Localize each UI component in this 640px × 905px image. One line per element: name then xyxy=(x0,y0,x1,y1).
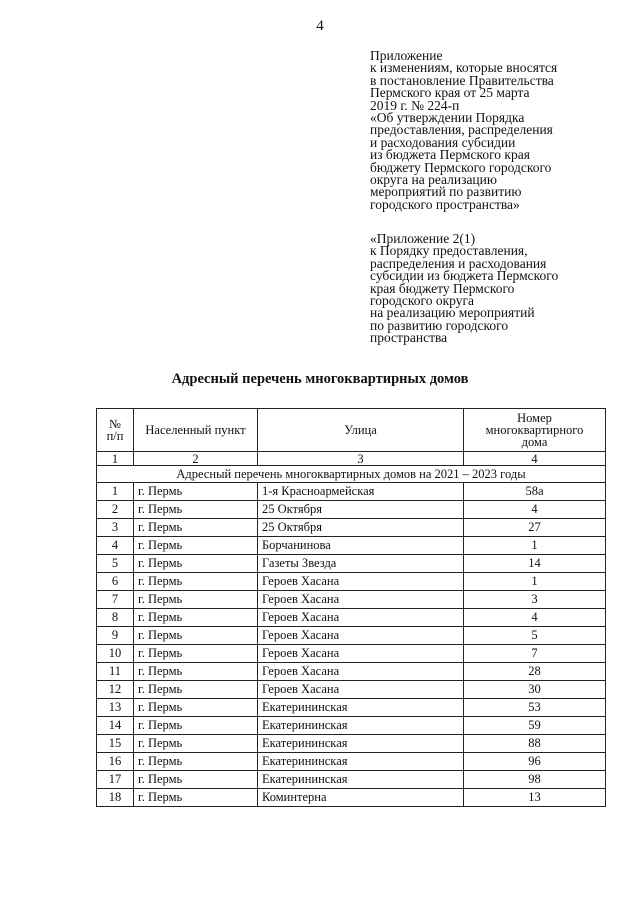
appendix-note-line: городского пространства» xyxy=(370,196,520,212)
row-house: 88 xyxy=(464,735,606,753)
appendix-note-line: бюджету Пермского городского xyxy=(370,159,552,175)
row-number: 16 xyxy=(97,753,134,771)
row-street: Борчанинова xyxy=(258,537,464,555)
row-street: Газеты Звезда xyxy=(258,555,464,573)
appendix-note-line: округа на реализацию xyxy=(370,172,497,188)
appendix-note-line: из бюджета Пермского края xyxy=(370,147,530,163)
table-row xyxy=(97,483,606,501)
row-city: г. Пермь xyxy=(134,519,258,537)
header-house-line: Номер xyxy=(517,411,552,425)
table-header-row xyxy=(97,409,606,452)
row-city: г. Пермь xyxy=(134,627,258,645)
row-city: г. Пермь xyxy=(134,789,258,807)
row-street: Коминтерна xyxy=(258,789,464,807)
row-city: г. Пермь xyxy=(134,501,258,519)
row-house: 4 xyxy=(464,609,606,627)
header-number-line: п/п xyxy=(106,429,124,443)
page-number: 4 xyxy=(316,18,324,34)
row-house: 98 xyxy=(464,771,606,789)
row-city: г. Пермь xyxy=(134,663,258,681)
header-house xyxy=(464,409,606,452)
row-house: 3 xyxy=(464,591,606,609)
row-house: 53 xyxy=(464,699,606,717)
header-city: Населенный пункт xyxy=(134,409,258,452)
row-city: г. Пермь xyxy=(134,753,258,771)
header-house-line: многоквартирного xyxy=(485,423,584,437)
row-house: 1 xyxy=(464,573,606,591)
appendix-2-note-line: по развитию городского xyxy=(370,317,509,333)
appendix-2-note-line: городского округа xyxy=(370,293,475,309)
appendix-note-line: к изменениям, которые вносятся xyxy=(370,60,558,76)
row-number: 10 xyxy=(97,645,134,663)
row-number: 8 xyxy=(97,609,134,627)
row-number: 6 xyxy=(97,573,134,591)
row-number: 3 xyxy=(97,519,134,537)
appendix-2-note-line: края бюджету Пермского xyxy=(370,280,515,296)
row-street: Героев Хасана xyxy=(258,609,464,627)
header-house-line: дома xyxy=(521,435,548,449)
column-number: 4 xyxy=(464,452,606,466)
table-row xyxy=(97,735,606,753)
row-city: г. Пермь xyxy=(134,591,258,609)
row-house: 96 xyxy=(464,753,606,771)
row-number: 4 xyxy=(97,537,134,555)
table-row xyxy=(97,663,606,681)
row-street: 25 Октября xyxy=(258,501,464,519)
column-number: 2 xyxy=(134,452,258,466)
appendix-2-note-line: на реализацию мероприятий xyxy=(370,305,535,321)
row-street: Екатерининская xyxy=(258,771,464,789)
row-number: 11 xyxy=(97,663,134,681)
row-street: Екатерининская xyxy=(258,735,464,753)
row-city: г. Пермь xyxy=(134,717,258,735)
column-number: 1 xyxy=(97,452,134,466)
table-row xyxy=(97,699,606,717)
row-number: 7 xyxy=(97,591,134,609)
row-number: 17 xyxy=(97,771,134,789)
section-title: Адресный перечень многоквартирных домов на 2021 – 2023 годы xyxy=(97,466,606,483)
table-row xyxy=(97,591,606,609)
appendix-note-line: в постановление Правительства xyxy=(370,72,554,88)
appendix-2-note-line: к Порядку предоставления, xyxy=(370,243,528,259)
row-number: 14 xyxy=(97,717,134,735)
document-title: Адресный перечень многоквартирных домов xyxy=(171,371,469,387)
address-table xyxy=(96,408,606,807)
row-house: 28 xyxy=(464,663,606,681)
appendix-note-line: и расходования субсидии xyxy=(370,134,516,150)
row-number: 18 xyxy=(97,789,134,807)
column-number-row xyxy=(97,452,606,466)
row-number: 13 xyxy=(97,699,134,717)
table-row xyxy=(97,501,606,519)
row-street: Героев Хасана xyxy=(258,573,464,591)
row-street: Героев Хасана xyxy=(258,591,464,609)
table-row xyxy=(97,771,606,789)
table-row xyxy=(97,609,606,627)
row-city: г. Пермь xyxy=(134,573,258,591)
row-number: 12 xyxy=(97,681,134,699)
row-city: г. Пермь xyxy=(134,735,258,753)
row-city: г. Пермь xyxy=(134,771,258,789)
row-city: г. Пермь xyxy=(134,681,258,699)
row-street: Героев Хасана xyxy=(258,681,464,699)
row-street: Екатерининская xyxy=(258,717,464,735)
row-house: 7 xyxy=(464,645,606,663)
row-house: 4 xyxy=(464,501,606,519)
row-street: 1-я Красноармейская xyxy=(258,483,464,501)
appendix-note-line: мероприятий по развитию xyxy=(370,184,522,200)
table-row xyxy=(97,753,606,771)
row-house: 30 xyxy=(464,681,606,699)
row-street: Героев Хасана xyxy=(258,663,464,681)
row-street: 25 Октября xyxy=(258,519,464,537)
row-house: 59 xyxy=(464,717,606,735)
row-city: г. Пермь xyxy=(134,555,258,573)
row-number: 15 xyxy=(97,735,134,753)
appendix-note-line: «Об утверждении Порядка xyxy=(370,110,525,126)
appendix-note xyxy=(370,50,610,211)
row-street: Героев Хасана xyxy=(258,627,464,645)
row-house: 58а xyxy=(464,483,606,501)
row-city: г. Пермь xyxy=(134,483,258,501)
header-street: Улица xyxy=(258,409,464,452)
row-number: 5 xyxy=(97,555,134,573)
table-row xyxy=(97,555,606,573)
table-row xyxy=(97,717,606,735)
row-city: г. Пермь xyxy=(134,699,258,717)
column-number: 3 xyxy=(258,452,464,466)
header-number xyxy=(97,409,134,452)
table-row xyxy=(97,537,606,555)
appendix-note-line: 2019 г. № 224-п xyxy=(370,97,460,113)
appendix-2-note-line: распределения и расходования xyxy=(370,255,547,271)
row-street: Екатерининская xyxy=(258,753,464,771)
row-house: 1 xyxy=(464,537,606,555)
row-city: г. Пермь xyxy=(134,609,258,627)
appendix-note-line: Пермского края от 25 марта xyxy=(370,85,530,101)
row-city: г. Пермь xyxy=(134,537,258,555)
appendix-note-line: Приложение xyxy=(370,48,443,63)
table-row xyxy=(97,681,606,699)
table-row xyxy=(97,573,606,591)
row-house: 13 xyxy=(464,789,606,807)
appendix-2-note-line: «Приложение 2(1) xyxy=(370,231,476,246)
header-number-line: № xyxy=(109,417,121,431)
row-number: 2 xyxy=(97,501,134,519)
table-row xyxy=(97,645,606,663)
row-house: 5 xyxy=(464,627,606,645)
row-street: Героев Хасана xyxy=(258,645,464,663)
row-street: Екатерининская xyxy=(258,699,464,717)
row-number: 1 xyxy=(97,483,134,501)
row-city: г. Пермь xyxy=(134,645,258,663)
row-house: 14 xyxy=(464,555,606,573)
appendix-2-note-line: субсидии из бюджета Пермского xyxy=(370,268,559,284)
table-row xyxy=(97,627,606,645)
appendix-2-note xyxy=(370,233,610,345)
table-row xyxy=(97,519,606,537)
appendix-note-line: предоставления, распределения xyxy=(370,122,553,138)
table-row xyxy=(97,789,606,807)
row-house: 27 xyxy=(464,519,606,537)
section-row xyxy=(97,466,606,483)
row-number: 9 xyxy=(97,627,134,645)
appendix-2-note-line: пространства xyxy=(370,330,448,346)
